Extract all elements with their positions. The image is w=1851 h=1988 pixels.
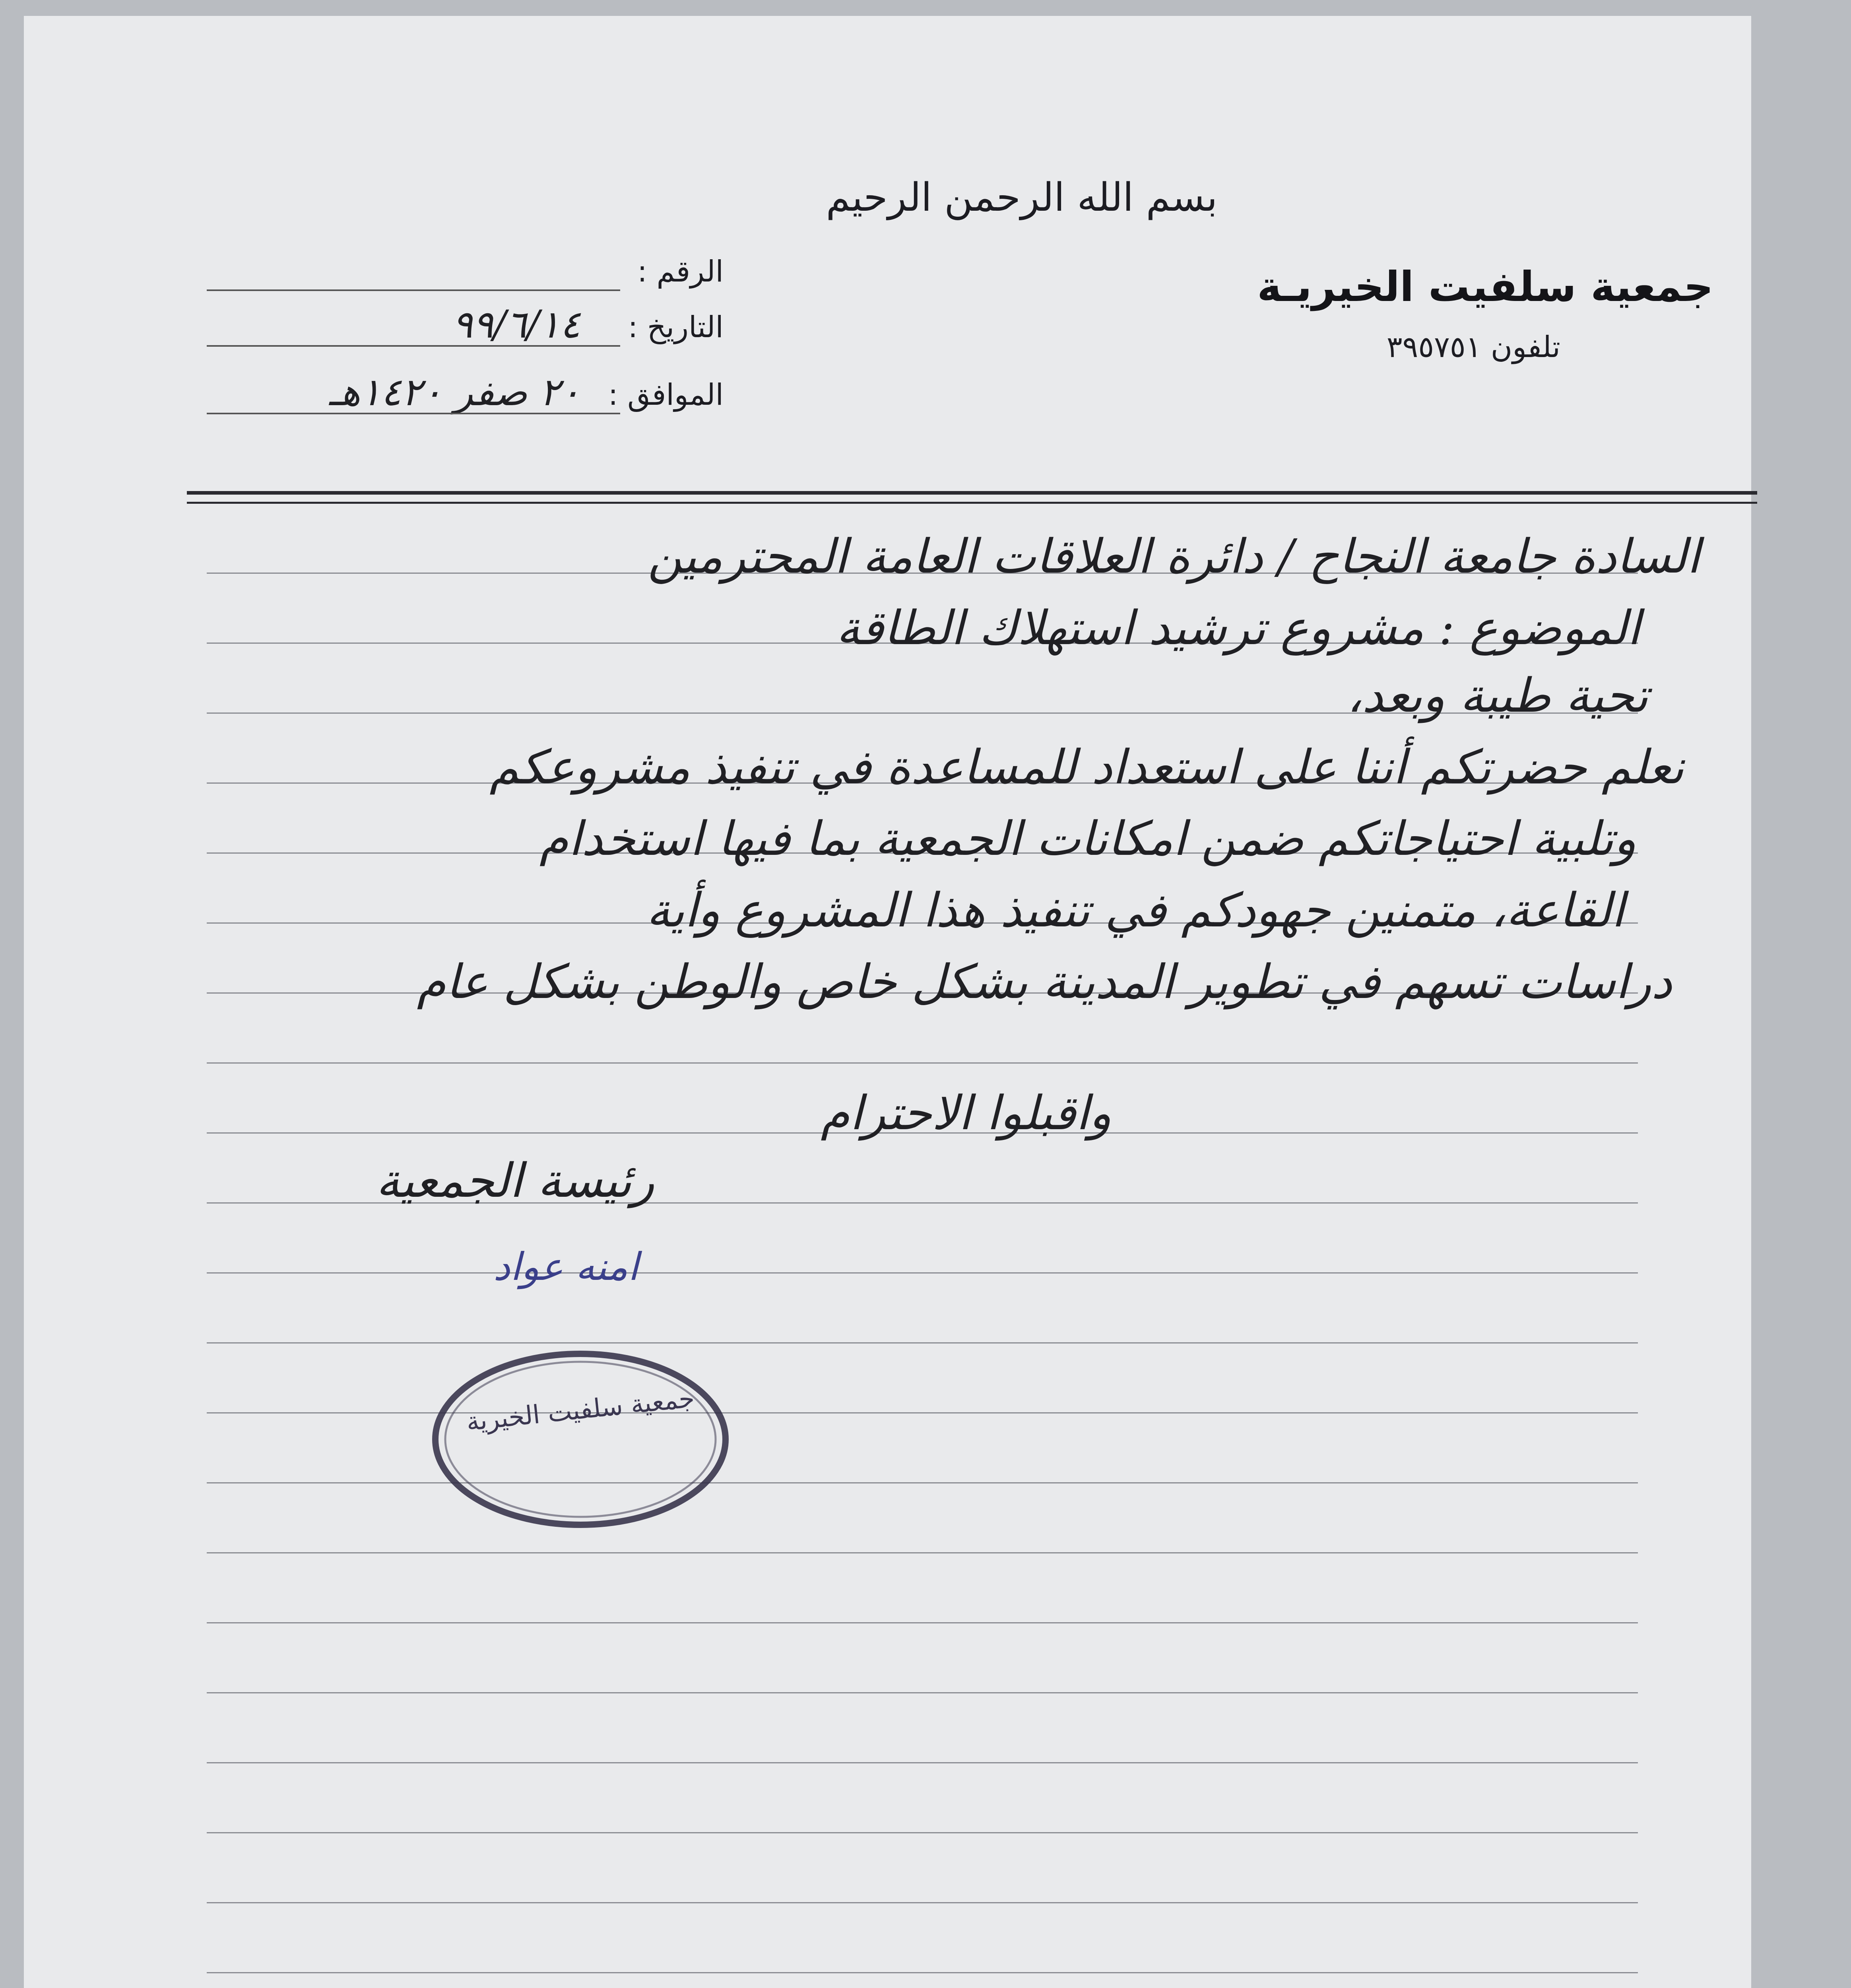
greeting-line: تحية طيبة وبعد، — [1347, 668, 1648, 723]
ruled-line — [207, 1972, 1638, 1973]
date-value: ٩٩/٦/١٤ — [452, 302, 580, 347]
stamp-ring — [429, 1348, 731, 1531]
ruled-line — [207, 1762, 1638, 1763]
ruled-line — [207, 1342, 1638, 1343]
ruled-line — [207, 1902, 1638, 1903]
header-divider-secondary — [187, 502, 1757, 504]
subject-line: الموضوع : مشروع ترشيد استهلاك الطاقة — [836, 600, 1640, 655]
hijri-date-value: ٢٠ صفر ١٤٢٠هـ — [329, 370, 580, 414]
recipient-line: السادة جامعة النجاح / دائرة العلاقات العامة المحترمين — [648, 529, 1700, 584]
ruled-line — [207, 1412, 1638, 1413]
stamp-text: جمعية سلفيت الخيرية — [465, 1384, 696, 1437]
ruled-line — [207, 1272, 1638, 1274]
ruled-line — [207, 1552, 1638, 1553]
ruled-line — [207, 1692, 1638, 1693]
body-line-3: القاعة، متمنين جهودكم في تنفيذ هذا المشروع وأية — [646, 883, 1624, 938]
body-line-1: نعلم حضرتكم أننا على استعداد للمساعدة في تنفيذ مشروعكم — [489, 740, 1684, 794]
organization-stamp — [429, 1348, 731, 1531]
hijri-date-label: الموافق : — [608, 378, 724, 412]
signature-title: رئيسة الجمعية — [376, 1153, 654, 1208]
number-line — [207, 289, 620, 291]
signature-name: امنه عواد — [493, 1244, 638, 1289]
ruled-line — [207, 1482, 1638, 1483]
organization-phone: تلفون ٣٩٥٧٥١ — [1386, 330, 1560, 364]
hijri-date-line — [207, 413, 620, 414]
closing-line: واقبلوا الاحترام — [821, 1085, 1112, 1140]
hijri-date-field — [207, 370, 724, 421]
date-label: التاريخ : — [628, 310, 724, 344]
body-line-4: دراسات تسهم في تطوير المدينة بشكل خاص والوطن بشكل عام — [417, 954, 1672, 1009]
basmala: بسم الله الرحمن الرحيم — [826, 175, 1218, 220]
date-field — [207, 302, 724, 354]
ruled-line — [207, 1832, 1638, 1833]
header-divider — [187, 491, 1757, 495]
number-field — [207, 254, 724, 298]
date-line — [207, 345, 620, 347]
number-label: الرقم : — [637, 254, 724, 289]
organization-name: جمعية سلفيت الخيريـة — [1257, 262, 1713, 311]
body-line-2: وتلبية احتياجاتكم ضمن امكانات الجمعية بما فيها استخدام — [539, 811, 1636, 866]
ruled-line — [207, 1622, 1638, 1623]
ruled-line — [207, 1062, 1638, 1064]
